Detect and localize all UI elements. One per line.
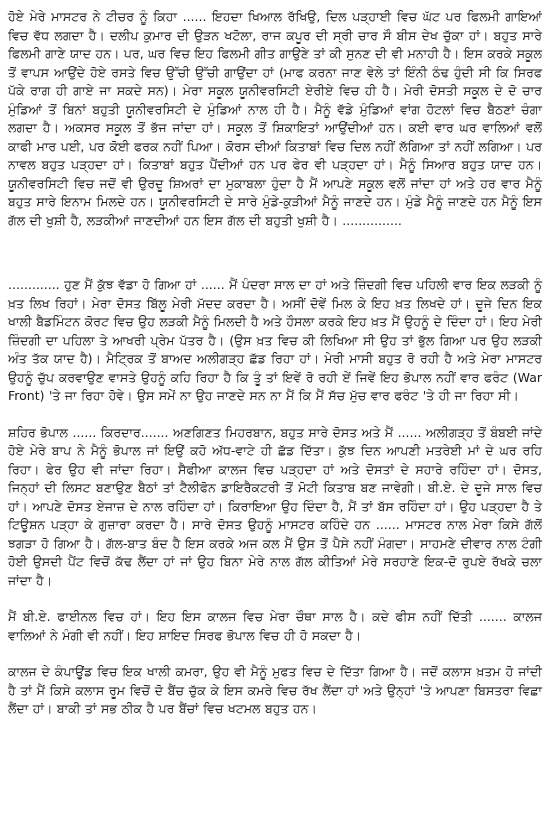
- paragraph-spacer: [8, 406, 542, 424]
- paragraph-first-letter: ............. ਹੁਣ ਮੈਂ ਕੁੱਝ ਵੱਡਾ ਹੋ ਗਿਆ ਹਾਂ ...... ਮੈਂ ਪੰਦਰਾ ਸਾਲ ਦਾ ਹਾਂ ਅਤੇ ਜ਼ਿੰਦਗੀ ਵਿਚ ਪਹਿਲੀ ਵਾਰ ਇਕ ਲੜਕੀ ਨੂੰ ਖ਼ਤ ਲਿਖ ਰਿਹਾਂ। ਮੇਰਾ ਦੋਸਤ ਬਿੱਲੂ ਮੇਰੀ ਮੱਦਦ ਕਰਦਾ ਹੈ। ਅਸੀਂ ਦੋਵੇਂ ਮਿਲ ਕੇ ਇਹ ਖ਼ਤ ਲਿਖਦੇ ਹਾਂ। ਦੂਜੇ ਦਿਨ ਇਕ ਖਾਲੀ ਬੈਡਮਿੰਟਨ ਕੋਰਟ ਵਿਚ ਉਹ ਲੜਕੀ ਮੈਨੂੰ ਮਿਲਦੀ ਹੈ ਅਤੇ ਹੌਸਲਾ ਕਰਕੇ ਇਹ ਖ਼ਤ ਮੈਂ ਉਹਨੂੰ ਦੇ ਦਿੰਦਾ ਹਾਂ। ਇਹ ਮੇਰੀ ਜ਼ਿੰਦਗੀ ਦਾ ਪਹਿਲਾ ਤੇ ਆਖਰੀ ਪ੍ਰੇਮ ਪੱਤਰ ਹੈ। (ਉਸ ਖ਼ਤ ਵਿਚ ਕੀ ਲਿਖਿਆ ਸੀ ਉਹ ਤਾਂ ਭੁੱਲ ਗਿਆ ਪਰ ਉਹ ਲੜਕੀ ਅੰਤ ਤੱਕ ਯਾਦ ਹੈ)। ਮੈਟ੍ਰਿਕ ਤੋਂ ਬਾਅਦ ਅਲੀਗੜ੍ਹ ਛੱਡ ਰਿਹਾ ਹਾਂ। ਮੇਰੀ ਮਾਸੀ ਬਹੁਤ ਰੋ ਰਹੀ ਹੈ ਅਤੇ ਮੇਰਾ ਮਾਸਟਰ ਉਹਨੂੰ ਚੁੱਪ ਕਰਵਾਉਣ ਵਾਸਤੇ ਉਹਨੂੰ ਕਹਿ ਰਿਹਾ ਹੈ ਕਿ ਤੂੰ ਤਾਂ ਇਵੇਂ ਰੋ ਰਹੀ ਏਂ ਜਿਵੇਂ ਇਹ ਭੋਪਾਲ ਨਹੀਂ ਵਾਰ ਫਰੰਟ (War Front) 'ਤੇ ਜਾ ਰਿਹਾ ਹੋਵੇ। ਉਸ ਸਮੇਂ ਨਾ ਉਹ ਜਾਣਦੇ ਸਨ ਨਾ ਮੈਂ ਕਿ ਮੈਂ ਸੱਚ ਮੁੱਚ ਵਾਰ ਫਰੰਟ 'ਤੇ ਹੀ ਜਾ ਰਿਹਾ ਸੀ।: [8, 277, 542, 403]
- paragraph-college-room: ਕਾਲਜ ਦੇ ਕੰਪਾਊਂਡ ਵਿਚ ਇਕ ਖਾਲੀ ਕਮਰਾ, ਉਹ ਵੀ ਮੈਨੂੰ ਮੁਫਤ ਵਿਚ ਦੇ ਦਿੱਤਾ ਗਿਆ ਹੈ। ਜਦੋਂ ਕਲਾਸ ਖ਼ਤਮ ਹੋ ਜਾਂਦੀ ਹੈ ਤਾਂ ਮੈਂ ਕਿਸੇ ਕਲਾਸ ਰੂਮ ਵਿਚੋਂ ਦੋ ਬੈਂਚ ਚੁੱਕ ਕੇ ਇਸ ਕਮਰੇ ਵਿਚ ਰੱਖ ਲੈਂਦਾ ਹਾਂ ਅਤੇ ਉਨ੍ਹਾਂ 'ਤੇ ਆਪਣਾ ਬਿਸਤਰਾ ਵਿਛਾ ਲੈਂਦਾ ਹਾਂ। ਬਾਕੀ ਤਾਂ ਸਭ ਠੀਕ ਹੈ ਪਰ ਬੈਂਚਾਂ ਵਿਚ ਖਟਮਲ ਬਹੁਤ ਹਨ।: [8, 664, 542, 716]
- paragraph-ba-final: ਮੈਂ ਬੀ.ਏ. ਫਾਈਨਲ ਵਿਚ ਹਾਂ। ਇਹ ਇਸ ਕਾਲਜ ਵਿਚ ਮੇਰਾ ਚੌਥਾ ਸਾਲ ਹੈ। ਕਦੇ ਫੀਸ ਨਹੀਂ ਦਿੱਤੀ ....... ਕਾਲਜ ਵਾਲਿਆਂ ਨੇ ਮੰਗੀ ਵੀ ਨਹੀਂ। ਇਹ ਸ਼ਾਇਦ ਸਿਰਫ ਭੋਪਾਲ ਵਿਚ ਹੀ ਹੋ ਸਕਦਾ ਹੈ।: [8, 609, 542, 643]
- paragraph-bhopal-friends: ਸ਼ਹਿਰ ਭੋਪਾਲ ...... ਕਿਰਦਾਰ....... ਅਣਗਿਣਤ ਮਿਹਰਬਾਨ, ਬਹੁਤ ਸਾਰੇ ਦੋਸਤ ਅਤੇ ਮੈਂ ...... ਅਲੀਗੜ੍ਹ ਤੋਂ ਬੰਬਈ ਜਾਂਦੇ ਹੋਏ ਮੇਰੇ ਬਾਪ ਨੇ ਮੈਨੂੰ ਭੋਪਾਲ ਜਾਂ ਇਉਂ ਕਹੋ ਅੱਧ-ਵਾਟੇ ਹੀ ਛੱਡ ਦਿੱਤਾ। ਕੁੱਝ ਦਿਨ ਆਪਣੀ ਮਤਰੇਈ ਮਾਂ ਦੇ ਘਰ ਰਹਿ ਰਿਹਾ। ਫੇਰ ਉਹ ਵੀ ਜਾਂਦਾ ਰਿਹਾ। ਸੈਫੀਆ ਕਾਲਜ ਵਿਚ ਪੜ੍ਹਦਾ ਹਾਂ ਅਤੇ ਦੋਸਤਾਂ ਦੇ ਸਹਾਰੇ ਰਹਿੰਦਾ ਹਾਂ। ਦੋਸਤ, ਜਿਨ੍ਹਾਂ ਦੀ ਲਿਸਟ ਬਣਾਉਣ ਬੈਠਾਂ ਤਾਂ ਟੈਲੀਫੋਨ ਡਾਇਰੈਕਟਰੀ ਤੋਂ ਮੋਟੀ ਕਿਤਾਬ ਬਣ ਜਾਵੇਗੀ। ਬੀ.ਏ. ਦੇ ਦੂਜੇ ਸਾਲ ਵਿਚ ਹਾਂ। ਆਪਣੇ ਦੋਸਤ ਏਜਾਜ਼ ਦੇ ਨਾਲ ਰਹਿੰਦਾ ਹਾਂ। ਕਿਰਾਇਆ ਉਹ ਦਿੰਦਾ ਹੈ, ਮੈਂ ਤਾਂ ਬੱਸ ਰਹਿੰਦਾ ਹਾਂ। ਉਹ ਪੜ੍ਹਦਾ ਹੈ ਤੇ ਟਿਊਸ਼ਨ ਪੜ੍ਹਾ ਕੇ ਗੁਜ਼ਾਰਾ ਕਰਦਾ ਹੈ। ਸਾਰੇ ਦੋਸਤ ਉਹਨੂੰ ਮਾਸਟਰ ਕਹਿੰਦੇ ਹਨ ...... ਮਾਸਟਰ ਨਾਲ ਮੇਰਾ ਕਿਸੇ ਗੱਲੋਂ ਝਗੜਾ ਹੋ ਗਿਆ ਹੈ। ਗੱਲ-ਬਾਤ ਬੰਦ ਹੈ ਇਸ ਕਰਕੇ ਅਜ ਕਲ ਮੈਂ ਉਸ ਤੋਂ ਪੈਸੇ ਨਹੀਂ ਮੰਗਦਾ। ਸਾਹਮਣੇ ਦੀਵਾਰ ਨਾਲ ਟੰਗੀ ਹੋਈ ਉਸਦੀ ਪੈਂਟ ਵਿਚੋਂ ਕੱਢ ਲੈਂਦਾ ਹਾਂ ਜਾਂ ਉਹ ਬਿਨਾ ਮੇਰੇ ਨਾਲ ਗੱਲ ਕੀਤਿਆਂ ਮੇਰੇ ਸਰਹਾਣੇ ਇਕ-ਦੋ ਰੁਪਏ ਰੱਖਕੇ ਚਲਾ ਜਾਂਦਾ ਹੈ।: [8, 424, 542, 588]
- paragraph-childhood-school: ਹੋਏ ਮੇਰੇ ਮਾਸਟਰ ਨੇ ਟੀਚਰ ਨੂੰ ਕਿਹਾ ...... ਇਹਦਾ ਖਿਆਲ ਰੱਖਿਉ, ਦਿਲ ਪੜ੍ਹਾਈ ਵਿਚ ਘੱਟ ਪਰ ਫਿਲਮੀ ਗਾਇਆਂ ਵਿਚ ਵੱਧ ਲਗਦਾ ਹੈ। ਦਲੀਪ ਕੁਮਾਰ ਦੀ ਉੜਨ ਖਟੋਲਾ, ਰਾਜ ਕਪੂਰ ਦੀ ਸ੍ਰੀ ਚਾਰ ਸੌ ਬੀਸ ਦੇਖ ਚੁੱਕਾ ਹਾਂ। ਬਹੁਤ ਸਾਰੇ ਫਿਲਮੀ ਗਾਣੇ ਯਾਦ ਹਨ। ਪਰ, ਘਰ ਵਿਚ ਇਹ ਫਿਲਮੀ ਗੀਤ ਗਾਉਣੇ ਤਾਂ ਕੀ ਸੁਨਣ ਦੀ ਵੀ ਮਨਾਹੀ ਹੈ। ਇਸ ਕਰਕੇ ਸਕੂਲ ਤੋਂ ਵਾਪਸ ਆਉਂਦੇ ਹੋਏ ਰਸਤੇ ਵਿਚ ਉੱਚੀ ਉੱਚੀ ਗਾਉਂਦਾ ਹਾਂ (ਮਾਫ ਕਰਨਾ ਜਾਣ ਵੇਲੇ ਤਾਂ ਇੰਨੀ ਠੰਢ ਹੁੰਦੀ ਸੀ ਕਿ ਸਿਰਫ ਪੱਕੇ ਰਾਗ ਹੀ ਗਾਏ ਜਾ ਸਕਦੇ ਸਨ)। ਮੇਰਾ ਸਕੂਲ ਯੂਨੀਵਰਸਿਟੀ ਏਰੀਏ ਵਿਚ ਹੀ ਹੈ। ਮੇਰੀ ਦੋਸਤੀ ਸਕੂਲ ਦੇ ਦੋ ਚਾਰ ਮੁੰਡਿਆਂ ਤੋਂ ਬਿਨਾਂ ਬਹੁਤੀ ਯੂਨੀਵਰਸਿਟੀ ਦੇ ਮੁੰਡਿਆਂ ਨਾਲ ਹੀ ਹੈ। ਮੈਨੂੰ ਵੱਡੇ ਮੁੰਡਿਆਂ ਵਾਂਗ ਹੋਟਲਾਂ ਵਿਚ ਬੈਠਣਾਂ ਚੰਗਾ ਲਗਦਾ ਹੈ। ਅਕਸਰ ਸਕੂਲ ਤੋਂ ਭੱਜ ਜਾਂਦਾ ਹਾਂ। ਸਕੂਲ ਤੋਂ ਸ਼ਿਕਾਇਤਾਂ ਆਉਂਦੀਆਂ ਹਨ। ਕਈ ਵਾਰ ਘਰ ਵਾਲਿਆਂ ਵਲੋਂ ਕਾਫੀ ਮਾਰ ਪਈ, ਪਰ ਕੋਈ ਫਰਕ ਨਹੀਂ ਪਿਆ। ਕੋਰਸ ਦੀਆਂ ਕਿਤਾਬਾਂ ਵਿਚ ਦਿਲ ਨਹੀਂ ਲੱਗਿਆ ਤਾਂ ਨਹੀਂ ਲਗਿਆ। ਪਰ ਨਾਵਲ ਬਹੁਤ ਪੜ੍ਹਦਾ ਹਾਂ। ਕਿਤਾਬਾਂ ਬਹੁਤ ਪੈਂਦੀਆਂ ਹਨ ਪਰ ਫੇਰ ਵੀ ਪੜ੍ਹਦਾ ਹਾਂ। ਮੈਨੂੰ ਸਿਆਰ ਬਹੁਤ ਯਾਦ ਹਨ। ਯੂਨੀਵਰਸਿਟੀ ਵਿਚ ਜਦੋਂ ਵੀ ਉਰਦੂ ਸ਼ਿਅਰਾਂ ਦਾ ਮੁਕਾਬਲਾ ਹੁੰਦਾ ਹੈ ਮੈਂ ਆਪਣੇ ਸਕੂਲ ਵਲੋਂ ਜਾਂਦਾ ਹਾਂ ਅਤੇ ਹਰ ਵਾਰ ਮੈਨੂੰ ਬਹੁਤ ਸਾਰੇ ਇਨਾਮ ਮਿਲਦੇ ਹਨ। ਯੂਨੀਵਰਸਿਟੀ ਦੇ ਸਾਰੇ ਮੁੰਡੇ-ਕੁੜੀਆਂ ਮੈਨੂੰ ਜਾਣਦੇ ਹਨ। ਮੁੰਡੇ ਮੈਨੂੰ ਜਾਣਦੇ ਹਨ ਮੈਨੂੰ ਇਸ ਗੱਲ ਦੀ ਖੁਸ਼ੀ ਹੈ, ਲੜਕੀਆਂ ਜਾਣਦੀਆਂ ਹਨ ਇਸ ਗੱਲ ਦੀ ਬਹੁਤੀ ਖੁਸ਼ੀ ਹੈ। ...............: [8, 9, 542, 228]
- paragraph-spacer: [8, 230, 542, 276]
- paragraph-spacer: [8, 645, 542, 663]
- paragraph-spacer: [8, 590, 542, 608]
